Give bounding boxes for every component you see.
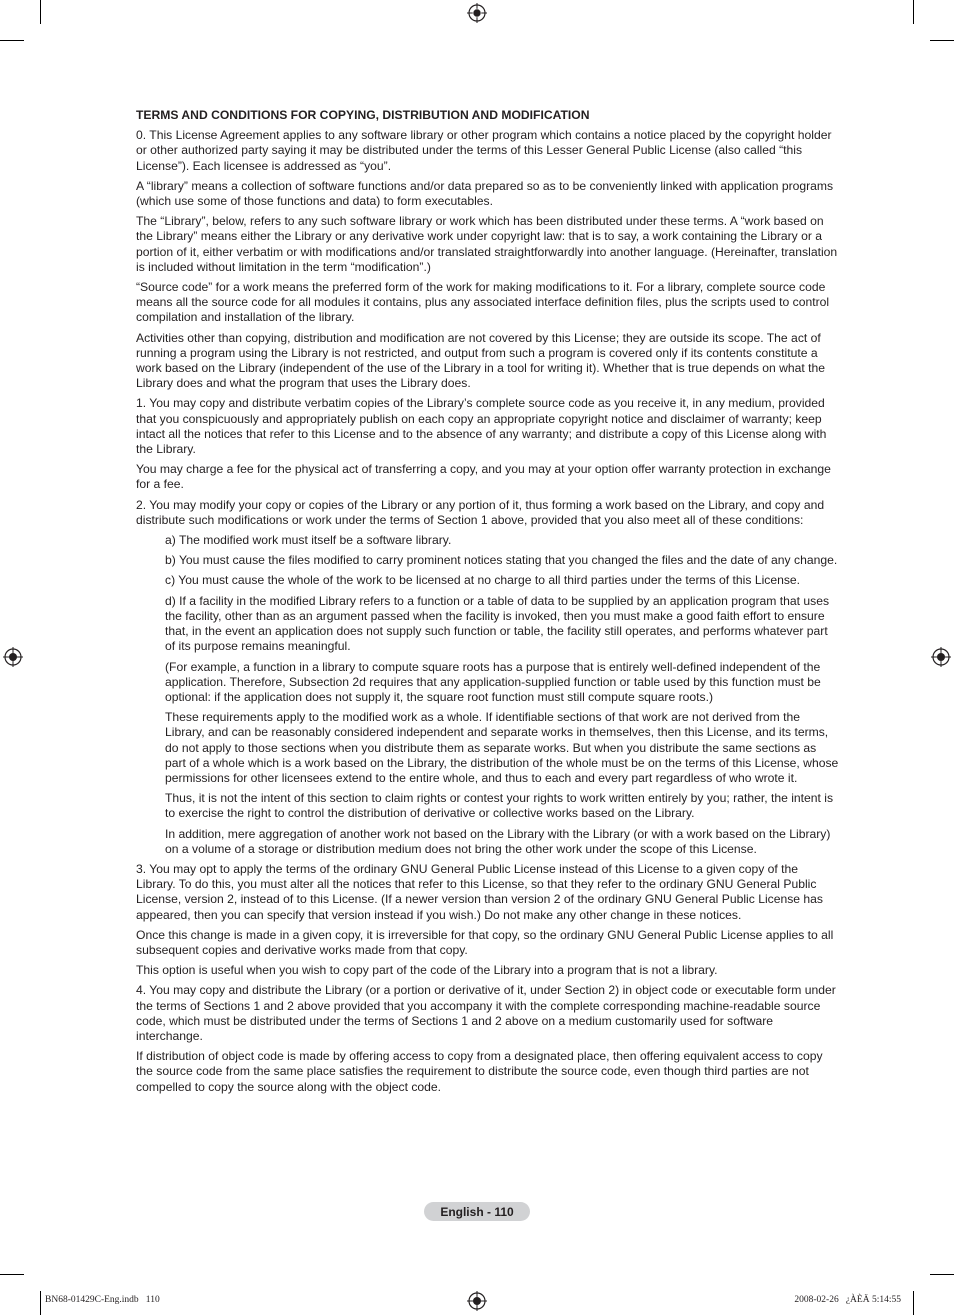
slug-file: BN68-01429C-Eng.indb 110: [45, 1295, 160, 1305]
paragraph: Once this change is made in a given copy, it is irreversible for that copy, so the ordinary GNU General Public License applies to all subsequent copies and derivative works made from that copy.: [136, 927, 834, 957]
indented-paragraph: In addition, mere aggregation of another work not based on the Library with the Library (or with a work based on the Library) on a volume of a storage or distribution medium does not bring the other work under the scope of this License.: [165, 826, 831, 856]
crop-mark-top-left: [40, 0, 41, 24]
paragraph: If distribution of object code is made by offering access to copy from a designated place, then offering equivalent access to copy the source code from the same place satisfies the requirement to distribute the source code, even though third parties are not compelled to copy the source along with the object code.: [136, 1049, 823, 1094]
section-heading: TERMS AND CONDITIONS FOR COPYING, DISTRIBUTION AND MODIFICATION: [136, 108, 590, 122]
indented-paragraph: b) You must cause the files modified to carry prominent notices stating that you changed the files and the date of any change.: [165, 553, 838, 568]
registration-mark-icon: [467, 1291, 487, 1311]
paragraph: 1. You may copy and distribute verbatim copies of the Library’s complete source code as you receive it, in any medium, provided that you conspicuously and appropriately publish on each copy an appropriate copyright notice and disclaimer of warranty; keep intact all the notices that refer to this License and to the absence of any warranty; and distribute a copy of this License along with the Library.: [136, 396, 827, 457]
crop-mark-bottom-right-h: [930, 1274, 954, 1275]
paragraph: This option is useful when you wish to copy part of the code of the Library into a program that is not a library.: [136, 963, 718, 978]
paragraph: Activities other than copying, distribution and modification are not covered by this License; they are outside its scope. The act of running a program using the Library is not restricted, and output from such a program is covered only if its contents constitute a work based on the Library (independent of the use of the Library in a tool for writing it). Whether that is true depends on what the Library does and what the program that uses the Library does.: [136, 330, 826, 391]
crop-mark-bottom-right: [913, 1291, 914, 1315]
indented-paragraph: (For example, a function in a library to compute square roots has a purpose that is entirely well-defined independent of the application. Therefore, Subsection 2d requires that any application-supplied function or table used by this function must be optional: if the application does not supply it, the square root function must still compute square roots.): [165, 659, 821, 704]
crop-mark-top-right-h: [930, 40, 954, 41]
paragraph: 2. You may modify your copy or copies of the Library or any portion of it, thus forming a work based on the Library, and copy and distribute such modifications or work under the terms of Section 1 above, provided that you also meet all of these conditions:: [136, 497, 825, 527]
crop-mark-bottom-left: [40, 1291, 41, 1315]
crop-mark-top-right: [913, 0, 914, 24]
indented-paragraph: a) The modified work must itself be a software library.: [165, 533, 452, 548]
indented-paragraph: These requirements apply to the modified work as a whole. If identifiable sections of that work are not derived from the Library, and can be reasonably considered independent and separate works in themselves, then this License, and its terms, do not apply to those sections when you distribute them as separate works. But when you distribute the same sections as part of a whole which is a work based on the Library, the distribution of the whole must be on the terms of this License, whose permissions for other licensees extend to the entire whole, and thus to each and every part regardless of who wrote it.: [165, 710, 839, 785]
registration-mark-icon: [931, 647, 951, 667]
paragraph: 4. You may copy and distribute the Library (or a portion or derivative of it, under Section 2) in object code or executable form under the terms of Sections 1 and 2 above provided that you accompany it with the complete corresponding machine-readable source code, which must be distributed under the terms of Sections 1 and 2 above on a medium customarily used for software interchange.: [136, 983, 836, 1043]
indented-paragraph: c) You must cause the whole of the work to be licensed at no charge to all third parties under the terms of this License.: [165, 573, 801, 588]
crop-mark-top-left-h: [0, 40, 24, 41]
paragraph: “Source code” for a work means the preferred form of the work for making modifications to it. For a library, complete source code means all the source code for all modules it contains, plus any associated interface definition files, plus the scripts used to control compilation and installation of the library.: [136, 280, 830, 325]
paragraph: 3. You may opt to apply the terms of the ordinary GNU General Public License instead of this License to a given copy of the Library. To do this, you must alter all the notices that refer to this License, so that they refer to the ordinary GNU General Public License, version 2, instead of to this License. (If a newer version than version 2 of the ordinary GNU General Public License has appeared, then you can specify that version instead if you wish.) Do not make any other change in these notices.: [136, 861, 823, 922]
paragraph: You may charge a fee for the physical act of transferring a copy, and you may at your option offer warranty protection in exchange for a fee.: [136, 462, 831, 492]
registration-mark-icon: [467, 3, 487, 23]
registration-mark-icon: [3, 647, 23, 667]
paragraph: The “Library”, below, refers to any such software library or work which has been distributed under these terms. A “work based on the Library” means either the Library or any derivative work under copyright law: that is to say, a work containing the Library or a portion of it, either verbatim or with modifications and/or translated straightforwardly into another language. (Hereinafter, translation is included without limitation in the term “modification”.): [136, 214, 838, 274]
paragraph: 0. This License Agreement applies to any software library or other program which contains a notice placed by the copyright holder or other authorized party saying it may be distributed under the terms of this Lesser General Public License (also called “this License”). Each licensee is addressed as “you”.: [136, 128, 832, 173]
license-text: [136, 108, 840, 1100]
crop-mark-bottom-left-h: [0, 1274, 24, 1275]
page-number-badge: English - 110: [424, 1202, 530, 1221]
indented-paragraph: Thus, it is not the intent of this section to claim rights or contest your rights to work written entirely by you; rather, the intent is to exercise the right to control the distribution of derivative or collective works based on the Library.: [165, 791, 834, 821]
indented-paragraph: d) If a facility in the modified Library refers to a function or a table of data to be supplied by an application program that uses the facility, other than as an argument passed when the facility is invoked, then you must make a good faith effort to ensure that, in the event an application does not supply such function or table, the facility still operates, and performs whatever part of its purpose remains meaningful.: [165, 593, 830, 654]
paragraph: A “library” means a collection of software functions and/or data prepared so as to be conveniently linked with application programs (which use some of those functions and data) to form executables.: [136, 178, 834, 209]
slug-date: 2008-02-26 ¿ÀÈÄ 5:14:55: [794, 1295, 901, 1305]
